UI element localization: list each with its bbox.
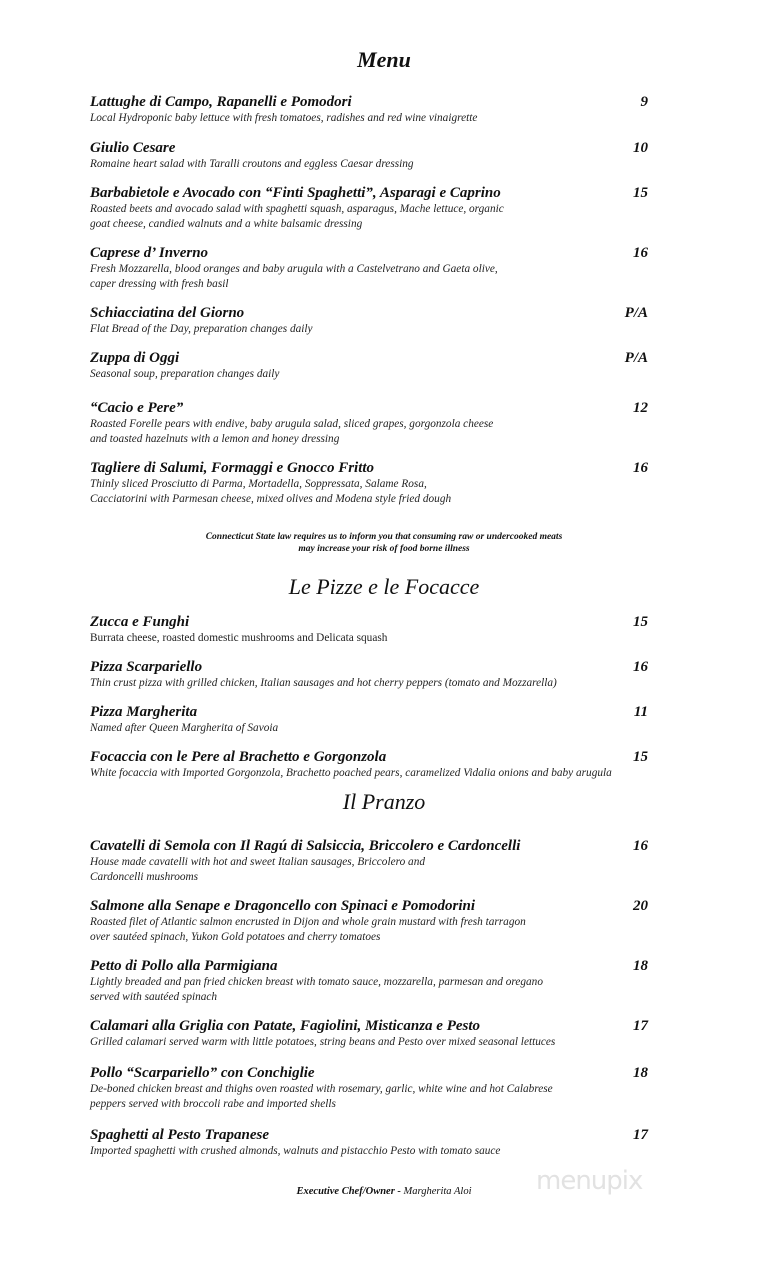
menu-item xyxy=(90,748,650,781)
item-description: De-boned chicken breast and thighs oven roasted with rosemary, garlic, white wine and hot Calabrese peppers served with broccoli rabe and imported shells xyxy=(90,1083,553,1110)
item-name: Zucca e Funghi xyxy=(90,614,190,630)
section-title-menu: Menu xyxy=(357,47,411,72)
menu-item xyxy=(90,1126,650,1159)
item-name: Zuppa di Oggi xyxy=(90,350,180,366)
item-description: Lightly breaded and pan fried chicken breast with tomato sauce, mozzarella, parmesan and oregano served with sautéed spinach xyxy=(90,976,543,1003)
item-name: Spaghetti al Pesto Trapanese xyxy=(90,1127,270,1143)
item-name: Focaccia con le Pere al Brachetto e Gorgonzola xyxy=(90,749,387,765)
menu-item xyxy=(90,93,650,126)
item-description: White focaccia with Imported Gorgonzola, Brachetto poached pears, caramelized Vidalia onions and baby arugula xyxy=(90,767,612,779)
item-name: Pollo “Scarpariello” con Conchiglie xyxy=(90,1065,315,1081)
item-name: Lattughe di Campo, Rapanelli e Pomodori xyxy=(90,94,352,110)
item-price: 20 xyxy=(633,898,648,914)
item-price: 15 xyxy=(633,749,648,765)
item-price: 17 xyxy=(633,1018,648,1034)
item-price: 9 xyxy=(640,94,648,110)
menu-item xyxy=(90,184,650,232)
item-price: 16 xyxy=(633,245,648,261)
item-description: Seasonal soup, preparation changes daily xyxy=(90,368,280,380)
item-name: Cavatelli di Semola con Il Ragú di Salsiccia, Briccolero e Cardoncelli xyxy=(90,838,521,854)
item-price: 15 xyxy=(633,614,648,630)
item-description: Imported spaghetti with crushed almonds, walnuts and pistacchio Pesto with tomato sauce xyxy=(90,1145,501,1157)
item-price: 12 xyxy=(633,400,648,416)
item-description: Romaine heart salad with Taralli croutons and eggless Caesar dressing xyxy=(90,158,414,170)
item-description: Grilled calamari served warm with little potatoes, string beans and Pesto over mixed seasonal lettuces xyxy=(90,1036,556,1048)
item-name: Calamari alla Griglia con Patate, Fagiolini, Misticanza e Pesto xyxy=(90,1018,481,1034)
item-price: 16 xyxy=(633,838,648,854)
item-description: Roasted filet of Atlantic salmon encrusted in Dijon and whole grain mustard with fresh tarragon over sautéed spinach, Yukon Gold potatoes and cherry tomatoes xyxy=(90,916,526,943)
menu-item xyxy=(90,897,650,945)
item-price: 17 xyxy=(633,1127,648,1143)
menu-item xyxy=(90,703,650,736)
section-title-pizze: Le Pizze e le Focacce xyxy=(288,574,480,599)
item-price: 11 xyxy=(633,704,648,720)
item-description: Thinly sliced Prosciutto di Parma, Mortadella, Soppressata, Salame Rosa, Cacciatorini with Parmesan cheese, mixed olives and Modena style fried dough xyxy=(90,478,452,505)
footer-chef xyxy=(0,1186,768,1197)
item-description: Burrata cheese, roasted domestic mushrooms and Delicata squash xyxy=(90,632,388,644)
item-price: 16 xyxy=(633,460,648,476)
menu-item xyxy=(90,837,650,885)
watermark-logo: menupix xyxy=(536,1166,643,1196)
item-name: Giulio Cesare xyxy=(90,140,176,156)
item-name: Tagliere di Salumi, Formaggi e Gnocco Fritto xyxy=(90,460,375,476)
item-description: Thin crust pizza with grilled chicken, Italian sausages and hot cherry peppers (tomato and Mozzarella) xyxy=(90,677,557,689)
menu-item xyxy=(90,459,650,507)
menu-item xyxy=(90,1017,650,1050)
item-name: Pizza Scarpariello xyxy=(90,659,203,675)
item-name: “Cacio e Pere” xyxy=(90,400,184,416)
footer-chef-name: Margherita Aloi xyxy=(403,1186,472,1197)
item-description: Fresh Mozzarella, blood oranges and baby arugula with a Castelvetrano and Gaeta olive, caper dressing with fresh basil xyxy=(90,263,498,290)
item-name: Petto di Pollo alla Parmigiana xyxy=(90,958,278,974)
item-price: 18 xyxy=(633,958,648,974)
menu-item xyxy=(90,139,650,172)
section-title-pranzo: Il Pranzo xyxy=(342,789,426,814)
item-description: Flat Bread of the Day, preparation changes daily xyxy=(90,323,313,335)
item-description: Local Hydroponic baby lettuce with fresh tomatoes, radishes and red wine vinaigrette xyxy=(90,112,478,124)
item-price: 16 xyxy=(633,659,648,675)
item-price: 18 xyxy=(633,1065,648,1081)
menu-item xyxy=(90,304,650,337)
item-price: P/A xyxy=(624,350,648,366)
item-price: 15 xyxy=(633,185,648,201)
item-name: Pizza Margherita xyxy=(90,704,198,720)
item-description: Roasted Forelle pears with endive, baby arugula salad, sliced grapes, gorgonzola cheese and toasted hazelnuts with a lemon and honey dressing xyxy=(90,418,494,445)
item-name: Barbabietole e Avocado con “Finti Spaghetti”, Asparagi e Caprino xyxy=(90,185,501,201)
menu-item xyxy=(90,613,650,646)
item-description: House made cavatelli with hot and sweet Italian sausages, Briccolero and Cardoncelli mushrooms xyxy=(90,856,425,883)
menu-item xyxy=(90,957,650,1005)
item-price: P/A xyxy=(624,305,648,321)
health-notice: Connecticut State law requires us to inform you that consuming raw or undercooked meats may increase your risk of food borne illness xyxy=(205,532,563,554)
item-name: Caprese d’ Inverno xyxy=(90,245,209,261)
menu-item xyxy=(90,1064,650,1112)
menu-item xyxy=(90,244,650,292)
item-name: Salmone alla Senape e Dragoncello con Spinaci e Pomodorini xyxy=(90,898,476,914)
menu-item xyxy=(90,349,650,382)
menu-item xyxy=(90,399,650,447)
item-price: 10 xyxy=(633,140,648,156)
item-name: Schiacciatina del Giorno xyxy=(90,305,245,321)
item-description: Roasted beets and avocado salad with spaghetti squash, asparagus, Mache lettuce, organic goat cheese, candied walnuts and a white balsamic dressing xyxy=(90,203,504,230)
menu-item xyxy=(90,658,650,691)
item-description: Named after Queen Margherita of Savoia xyxy=(90,722,279,734)
footer-role: Executive Chef/Owner - xyxy=(296,1186,401,1197)
